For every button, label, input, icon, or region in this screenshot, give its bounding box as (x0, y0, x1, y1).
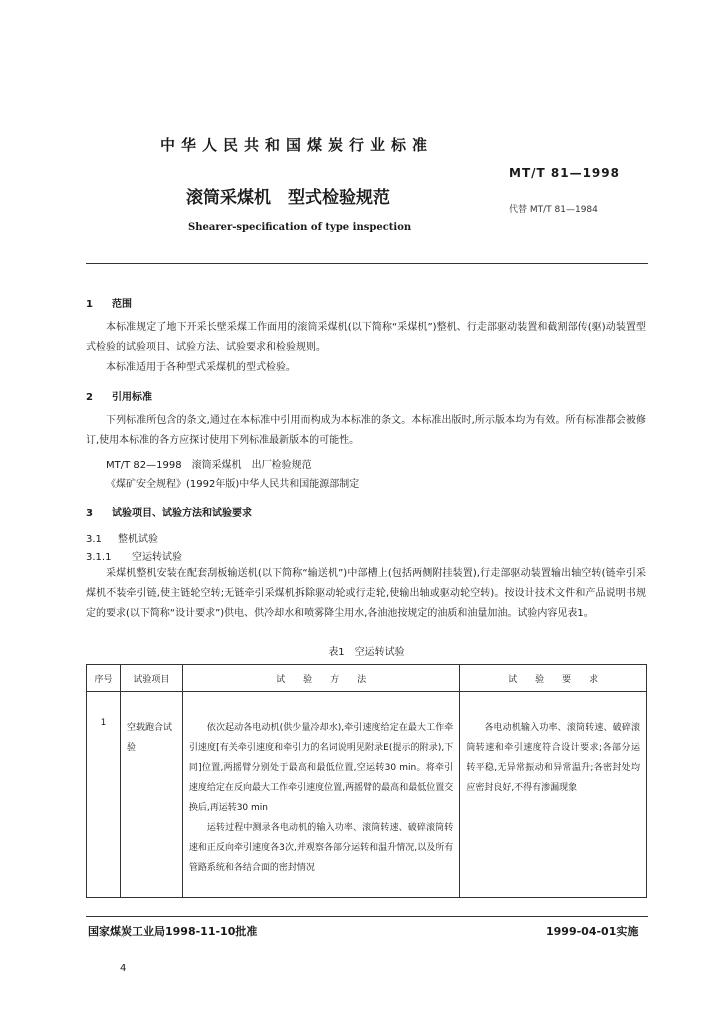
no-load-test-table (86, 664, 647, 898)
table-header-row (87, 665, 647, 692)
document-title-english: Shearer-specification of type inspection (188, 222, 412, 233)
reference-1: MT/T 82—1998 滚筒采煤机 出厂检验规范 (106, 460, 312, 471)
subsection-number: 3.1.1 (86, 552, 112, 563)
row-method (182, 692, 459, 898)
header-seq: 序号 (87, 665, 121, 692)
section-1-paragraph-1: 本标准规定了地下开采长壁采煤工作面用的滚筒采煤机(以下简称“采煤机”)整机、行走部驱动装置和截割部传(驱)动装置型式检验的试验项目、试验方法、试验要求和检验规则。 (86, 322, 646, 353)
standard-number: MT/T 81—1998 (509, 166, 620, 180)
row-seq: 1 (87, 692, 121, 898)
approval-date: 国家煤炭工业局1998-11-10批准 (88, 925, 258, 938)
section-title: 范围 (112, 299, 132, 310)
subsection-number: 3.1 (86, 534, 102, 545)
header-divider (86, 263, 648, 264)
header-method: 试 验 方 法 (182, 665, 459, 692)
method-paragraph-1: 依次起动各电动机(供少量冷却水),牵引速度给定在最大工作牵引速度[有关牵引速度和牵引力的名词说明见附录E(提示的附录),下同]位置,两摇臂分别处于最高和最低位置,空运转30 min。将牵引速度给定在反向最大工作牵引速度位置,两摇臂的最高和最低位置交换后,再运转30 min (188, 723, 454, 813)
section-number: 3 (86, 508, 93, 519)
section-title: 引用标准 (112, 392, 152, 403)
section-1-heading (86, 295, 132, 310)
subsection-3-1-1-heading (86, 548, 182, 563)
table-row (87, 692, 647, 898)
section-3-1-1-paragraph: 采煤机整机安装在配套刮板输送机(以下简称“输送机”)中部槽上(包括两侧附挂装置),行走部驱动装置输出轴空转(链牵引采煤机不装牵引链,使主链轮空转;无链牵引采煤机拆除驱动轮或行走轮,使输出轴或驱动轮空转)。按设计技术文件和产品说明书规定的要求(以下简称“设计要求”)供电、供冷却水和喷雾降尘用水,各油池按规定的油质和油量加油。试验内容见表1。 (86, 568, 646, 619)
header-requirement: 试 验 要 求 (460, 665, 647, 692)
subsection-3-1-heading (86, 530, 158, 545)
section-3-heading (86, 504, 252, 519)
section-2-heading (86, 388, 152, 403)
replaces-note: 代替 MT/T 81—1984 (509, 205, 598, 215)
table-caption: 表1 空运转试验 (328, 647, 405, 658)
header-item: 试验项目 (120, 665, 182, 692)
subsection-title: 整机试验 (118, 534, 158, 545)
page-number: 4 (120, 963, 127, 974)
subsection-title: 空运转试验 (132, 552, 182, 563)
org-title: 中华人民共和国煤炭行业标准 (160, 136, 434, 154)
footer-divider (86, 916, 648, 917)
effective-date: 1999-04-01实施 (546, 925, 639, 938)
section-title: 试验项目、试验方法和试验要求 (112, 508, 252, 519)
section-number: 2 (86, 392, 93, 403)
section-2-paragraph-1: 下列标准所包含的条文,通过在本标准中引用而构成为本标准的条文。本标准出版时,所示版本均为有效。所有标准都会被修订,使用本标准的各方应探讨使用下列标准最新版本的可能性。 (86, 415, 646, 446)
section-number: 1 (86, 299, 93, 310)
section-1-paragraph-2: 本标准适用于各种型式采煤机的型式检验。 (106, 362, 296, 373)
row-item: 空载跑合试验 (120, 692, 182, 898)
method-paragraph-2: 运转过程中测录各电动机的输入功率、滚筒转速、破碎滚筒转速和正反向牵引速度各3次,并观察各部分运转和温升情况,以及所有管路系统和各结合面的密封情况 (188, 823, 454, 873)
row-requirement: 各电动机输入功率、滚筒转速、破碎滚筒转速和牵引速度符合设计要求;各部分运转平稳,无异常振动和异常温升;各密封处均应密封良好,不得有渗漏现象 (460, 692, 647, 898)
document-title: 滚筒采煤机 型式检验规范 (186, 188, 390, 208)
reference-2: 《煤矿安全规程》(1992年版)中华人民共和国能源部制定 (106, 479, 360, 490)
